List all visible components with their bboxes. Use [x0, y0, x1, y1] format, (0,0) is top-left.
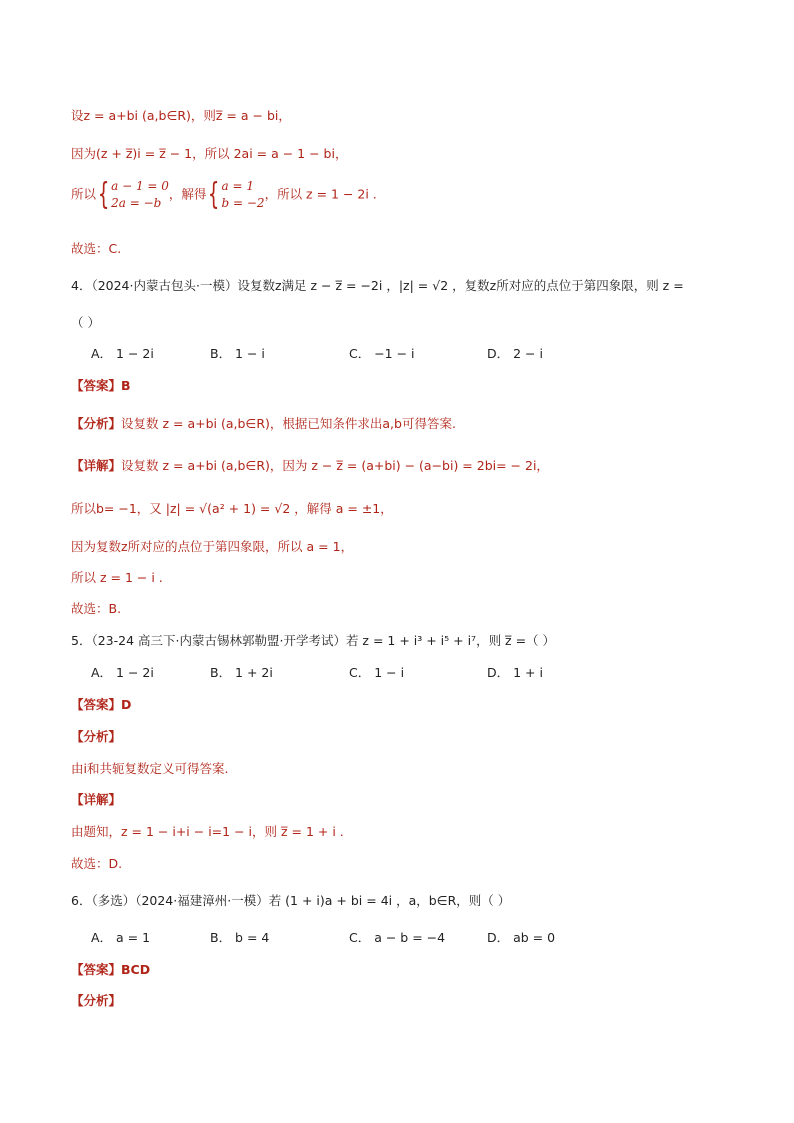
sol3-line1: 设z = a+bi (a,b∈R)，则z̅ = a − bi， — [71, 108, 291, 123]
q5-option-c: C． 1 − i — [349, 665, 405, 680]
answer-value: D — [121, 697, 132, 712]
analysis-text: 设复数 z = a+bi (a,b∈R)，根据已知条件求出a,b可得答案. — [121, 416, 456, 431]
system1-row2: 2a = −b — [111, 196, 162, 210]
q4-stem: 4．（2024·内蒙古包头·一模）设复数z满足 z − z̅ = −2i ，|z| = √2 ，复数z所对应的点位于第四象限，则 z = — [71, 278, 684, 293]
q6-option-d: D． ab = 0 — [487, 930, 556, 945]
q4-choose: 故选：B. — [71, 601, 122, 616]
q5-stem: 5．（23-24 高三下·内蒙古锡林郭勒盟·开学考试）若 z = 1 + i³ + i⁵ + i⁷，则 z̅ =（ ） — [71, 633, 556, 648]
system2-row2: b = −2 — [221, 196, 265, 210]
q6-option-b: B． b = 4 — [210, 930, 270, 945]
q5-analysis-label: 【分析】 — [71, 729, 122, 744]
q4-detail3: 因为复数z所对应的点位于第四象限，所以 a = 1， — [71, 539, 354, 554]
left-brace-icon: { — [208, 177, 220, 212]
q6-option-c: C． a − b = −4 — [349, 930, 446, 945]
q4-detail4: 所以 z = 1 − i . — [71, 570, 163, 585]
sol3-line2: 因为(z + z̅)i = z̅ − 1，所以 2ai = a − 1 − bi， — [71, 146, 348, 161]
analysis-label: 【分析】 — [71, 416, 122, 431]
q4-detail1 — [71, 458, 549, 474]
q5-choose: 故选：D. — [71, 856, 123, 871]
q5-analysis: 由i和共轭复数定义可得答案. — [71, 761, 229, 776]
detail-label: 【详解】 — [71, 458, 122, 473]
sol3-mid: ，解得 — [168, 186, 207, 202]
q4-option-b: B． 1 − i — [210, 346, 265, 361]
answer-value: B — [121, 378, 131, 393]
q6-answer — [71, 962, 150, 978]
q5-option-a: A． 1 − 2i — [91, 665, 154, 680]
answer-value: BCD — [121, 962, 151, 977]
equation-system-1 — [111, 178, 169, 212]
system1-row1: a − 1 = 0 — [111, 179, 169, 193]
q4-paren: （ ） — [71, 315, 100, 330]
q4-detail2: 所以b= −1，又 |z| = √(a² + 1) = √2 ，解得 a = ±1， — [71, 501, 393, 516]
q4-option-a: A． 1 − 2i — [91, 346, 154, 361]
sol3-line3 — [71, 178, 377, 212]
answer-label: 【答案】 — [71, 378, 122, 393]
q5-detail1: 由题知，z = 1 − i+i − i=1 − i，则 z̅ = 1 + i . — [71, 824, 344, 839]
sol3-choose: 故选：C. — [71, 241, 122, 256]
detail-text: 设复数 z = a+bi (a,b∈R)，因为 z − z̅ = (a+bi) − (a−bi) = 2bi= − 2i， — [121, 458, 549, 473]
equation-system-2 — [222, 178, 265, 212]
q4-analysis — [71, 416, 456, 432]
answer-label: 【答案】 — [71, 962, 122, 977]
sol3-prefix: 所以 — [71, 186, 97, 202]
q4-option-c: C． −1 − i — [349, 346, 415, 361]
q5-detail-label: 【详解】 — [71, 792, 122, 807]
system2-row1: a = 1 — [221, 179, 254, 193]
q4-answer — [71, 378, 131, 394]
answer-label: 【答案】 — [71, 697, 122, 712]
q5-option-b: B． 1 + 2i — [210, 665, 273, 680]
left-brace-icon: { — [97, 177, 110, 212]
q5-answer — [71, 697, 131, 713]
sol3-suffix: ，所以 z = 1 − 2i . — [264, 186, 377, 202]
q6-option-a: A． a = 1 — [91, 930, 151, 945]
q6-analysis-label: 【分析】 — [71, 993, 122, 1008]
q5-option-d: D． 1 + i — [487, 665, 543, 680]
q4-option-d: D． 2 − i — [487, 346, 543, 361]
q6-stem: 6．（多选）（2024·福建漳州·一模）若 (1 + i)a + bi = 4i ，a，b∈R，则（ ） — [71, 893, 511, 908]
